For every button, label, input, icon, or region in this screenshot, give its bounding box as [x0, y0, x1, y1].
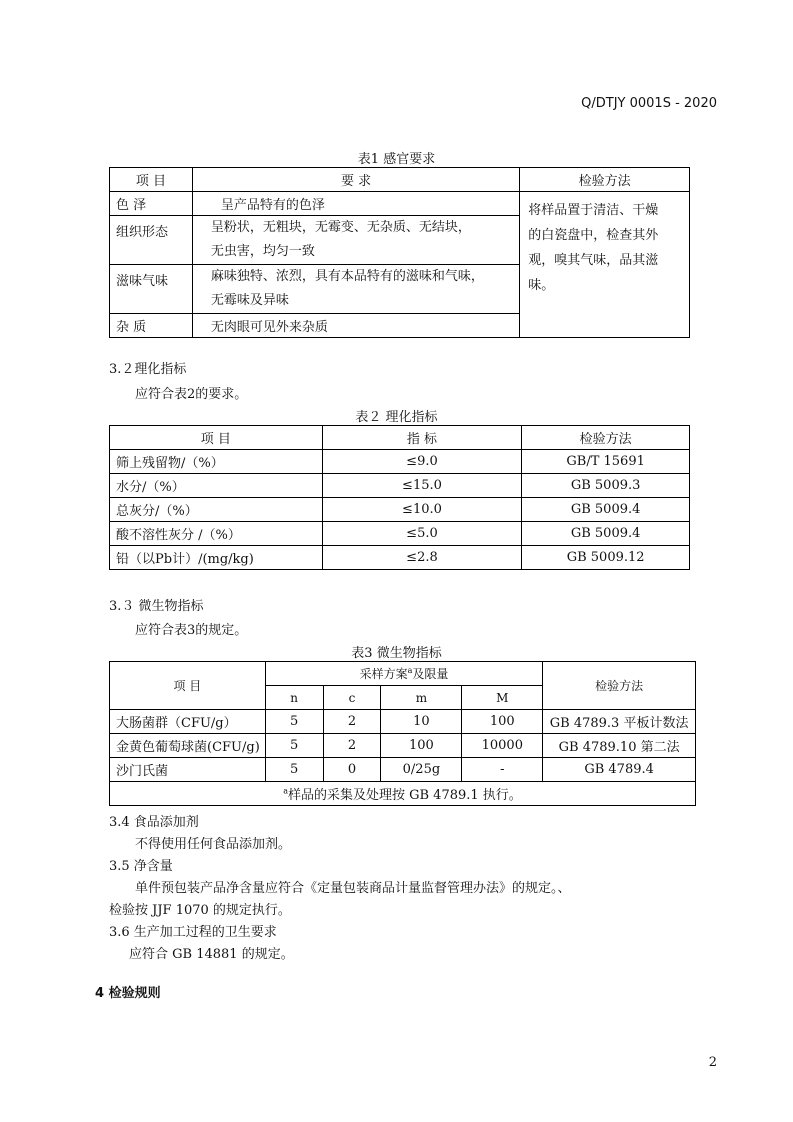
table2-header-method: 检验方法: [522, 426, 690, 450]
table3-header-method: 检验方法: [543, 662, 696, 710]
table2-cell-method: GB/T 15691: [522, 450, 690, 474]
table3-cell-item: 沙门氏菌: [110, 758, 266, 782]
table3-footnote: [110, 782, 696, 806]
section-3-5-line1: 单件预包装产品净含量应符合《定量包装商品计量监督管理办法》的规定。、: [135, 881, 571, 896]
table1-cell-item: 组织形态: [110, 216, 193, 265]
table2-cell-index: ≤5.0: [322, 522, 522, 546]
table3-header-n: n: [265, 686, 323, 710]
section-3-6-text: 应符合 GB 14881 的规定。: [129, 947, 294, 962]
table3-cell-M: 100: [462, 710, 543, 734]
table3-cell-method: GB 4789.3 平板计数法: [543, 710, 696, 734]
document-code: Q/DTJY 0001S - 2020: [581, 96, 717, 111]
table1-sensory: [109, 167, 690, 338]
sampling-label: 采样方案: [359, 667, 408, 681]
method-line: 的白瓷盘中，检查其外: [528, 228, 659, 243]
table3-cell-m: 10: [381, 710, 462, 734]
table1-header-method: 检验方法: [520, 168, 690, 192]
section-3-3-title: 3.３ 微生物指标: [109, 599, 204, 614]
table2-cell-item: 水分/（%）: [110, 474, 323, 498]
footnote-text: 样品的采集及处理按 GB 4789.1 执行。: [287, 788, 522, 803]
table2-caption: 表２ 理化指标: [355, 410, 438, 425]
table3-cell-method: GB 4789.10 第二法: [543, 734, 696, 758]
section-3-4-title: 3.4 食品添加剂: [109, 815, 199, 830]
table2-cell-item: 酸不溶性灰分 /（%）: [110, 522, 323, 546]
table3-caption: 表3 微生物指标: [351, 646, 442, 661]
section-3-4-text: 不得使用任何食品添加剂。: [135, 837, 292, 852]
requirement-line: 呈粉状，无粗块，无霉变、无杂质、无结块，: [210, 220, 471, 235]
table2-physicochemical: [109, 425, 690, 570]
section-3-3-text: 应符合表3的规定。: [135, 623, 248, 638]
table1-cell-method: [520, 192, 690, 338]
footnote-mark: a: [283, 786, 288, 796]
requirement-line: 无虫害，均匀一致: [210, 244, 315, 259]
table2-header-item: 项 目: [110, 426, 323, 450]
method-line: 观，嗅其气味，品其滋: [528, 253, 659, 268]
table3-cell-c: 2: [323, 710, 381, 734]
table2-cell-index: ≤10.0: [322, 498, 522, 522]
table1-cell-item: 滋味气味: [110, 265, 193, 314]
table3-cell-item: 金黄色葡萄球菌(CFU/g): [110, 734, 266, 758]
requirement-line: 麻味独特、浓烈，具有本品特有的滋味和气味，: [210, 269, 484, 284]
section-3-5-title: 3.5 净含量: [109, 859, 173, 874]
sampling-label-suffix: 及限量: [412, 667, 449, 681]
table3-header-c: c: [323, 686, 381, 710]
table3-cell-item: 大肠菌群（CFU/g）: [110, 710, 266, 734]
table2-cell-item: 筛上残留物/（%）: [110, 450, 323, 474]
requirement-line: 无霉味及异味: [210, 293, 289, 308]
table2-cell-item: 铅（以Pb计）/(mg/kg): [110, 546, 323, 570]
section-3-6-title: 3.6 生产加工过程的卫生要求: [109, 925, 277, 940]
page-number: 2: [708, 1055, 717, 1070]
table2-cell-index: ≤9.0: [322, 450, 522, 474]
table1-cell-requirement: [192, 216, 519, 265]
table1-header-requirement: 要 求: [192, 168, 519, 192]
table3-cell-c: 0: [323, 758, 381, 782]
method-line: 味。: [528, 278, 555, 293]
table3-cell-n: 5: [265, 710, 323, 734]
table3-cell-m: 100: [381, 734, 462, 758]
table2-cell-method: GB 5009.4: [522, 522, 690, 546]
table2-cell-index: ≤15.0: [322, 474, 522, 498]
table3-header-M: M: [462, 686, 543, 710]
section-4-title: 4 检验规则: [95, 986, 161, 1001]
table2-cell-index: ≤2.8: [322, 546, 522, 570]
table1-cell-requirement: [192, 265, 519, 314]
table3-header-sampling: [265, 662, 543, 686]
sampling-footnote-mark: a: [407, 666, 413, 675]
table1-cell-item: 杂 质: [110, 314, 193, 338]
table3-header-m: m: [381, 686, 462, 710]
table2-cell-item: 总灰分/（%）: [110, 498, 323, 522]
table1-cell-requirement: 呈产品特有的色泽: [192, 192, 519, 216]
table1-cell-item: 色 泽: [110, 192, 193, 216]
table2-cell-method: GB 5009.4: [522, 498, 690, 522]
table3-cell-n: 5: [265, 758, 323, 782]
section-3-5-line2: 检验按 JJF 1070 的规定执行。: [109, 903, 291, 918]
method-line: 将样品置于清洁、干燥: [528, 203, 659, 218]
table3-cell-m: 0/25g: [381, 758, 462, 782]
table3-cell-c: 2: [323, 734, 381, 758]
table2-header-index: 指 标: [322, 426, 522, 450]
table2-cell-method: GB 5009.3: [522, 474, 690, 498]
section-3-2-title: 3.２理化指标: [109, 362, 187, 377]
table3-header-item: 项 目: [110, 662, 266, 710]
table3-cell-method: GB 4789.4: [543, 758, 696, 782]
table3-cell-n: 5: [265, 734, 323, 758]
table1-header-item: 项 目: [110, 168, 193, 192]
table1-cell-requirement: 无肉眼可见外来杂质: [192, 314, 519, 338]
table3-microbial: [109, 661, 696, 806]
table1-caption: 表1 感官要求: [357, 152, 436, 167]
table3-cell-M: -: [462, 758, 543, 782]
table2-cell-method: GB 5009.12: [522, 546, 690, 570]
section-3-2-text: 应符合表2的要求。: [135, 387, 248, 402]
table3-cell-M: 10000: [462, 734, 543, 758]
